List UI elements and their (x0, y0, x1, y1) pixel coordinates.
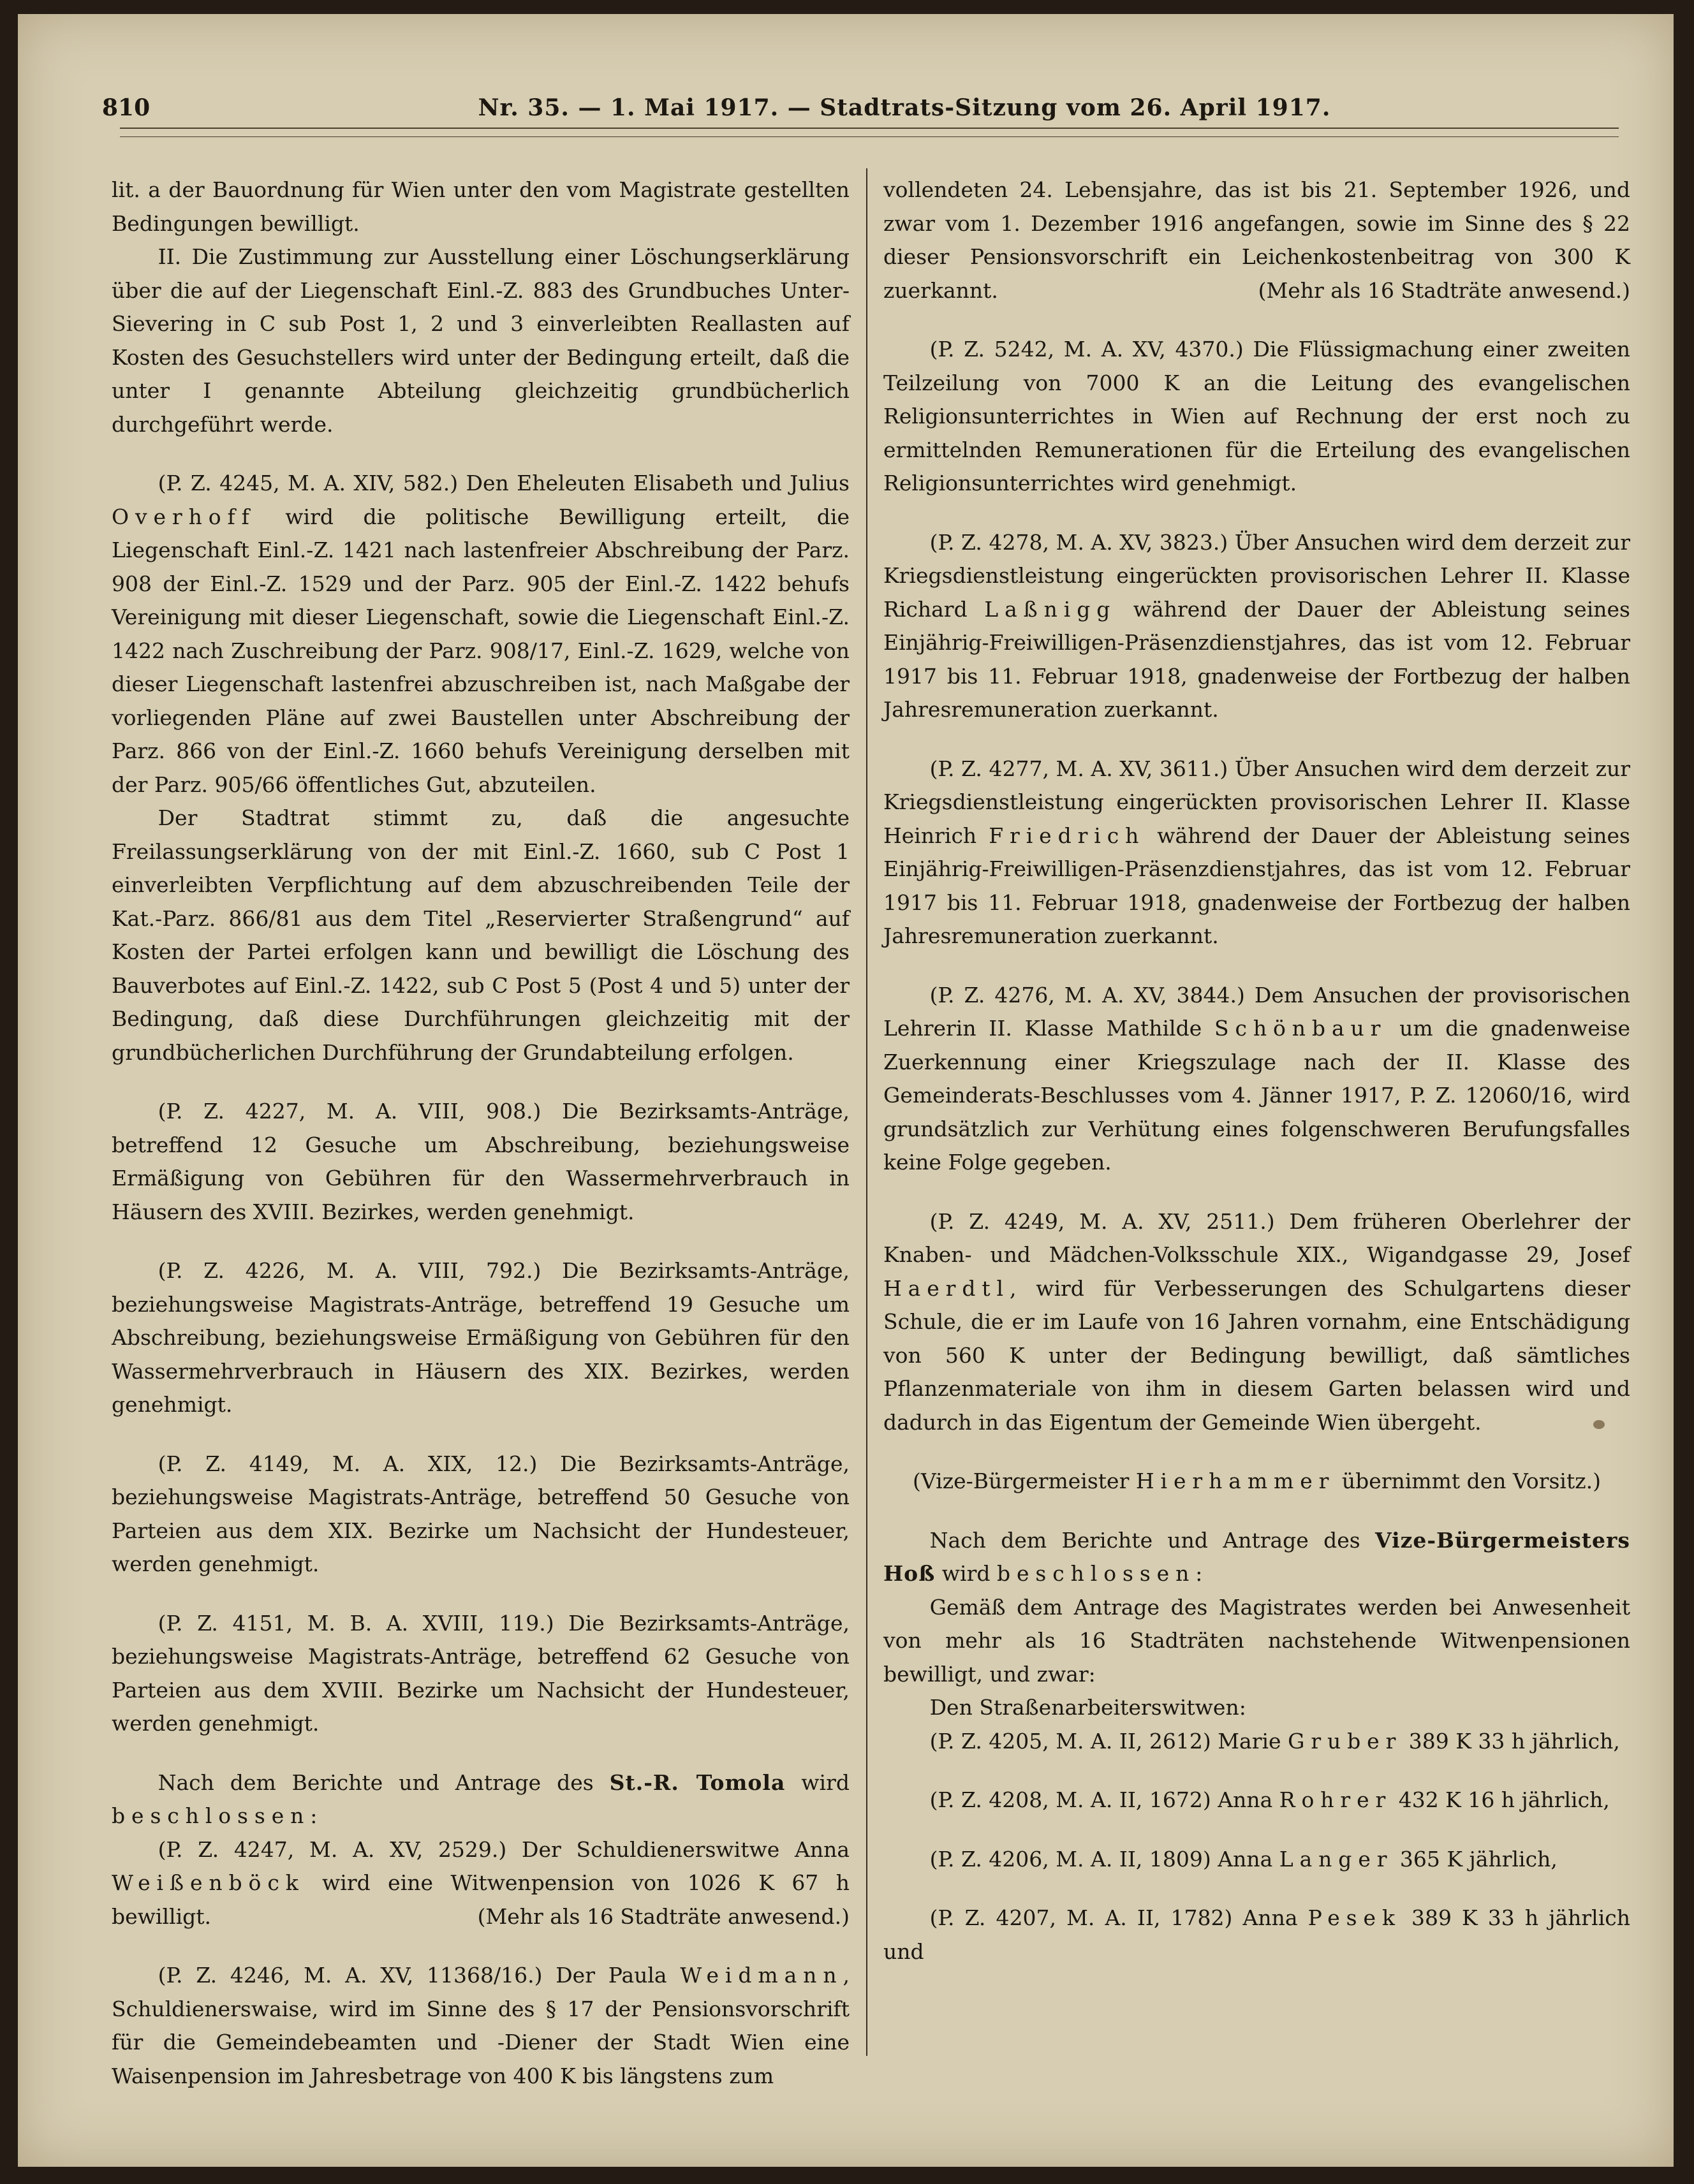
paragraph: (P. Z. 4278, M. A. XV, 3823.) Über Ansuchen wird dem derzeit zur Kriegsdienstleistung eingerückten provisorischen Lehrer II. Klasse Richard Laßnigg während der Dauer der Ableistung seines Einjährig-Freiwilligen-Präsenzdienstjahres, das ist vom 12. Februar 1917 bis 11. Februar 1918, gnadenweise der Fortbezug der halben Jahresremuneration zuerkannt. (883, 529, 1630, 722)
pension-entry: (P. Z. 4205, M. A. II, 2612) Marie Gruber 389 K 33 h jährlich, (929, 1728, 1620, 1754)
paragraph: (P. Z. 4227, M. A. VIII, 908.) Die Bezirksamts-Anträge, betreffend 12 Gesuche um Abschreibung, beziehungsweise Ermäßigung von Gebühren für den Wassermehrverbrauch in Häusern des XVIII. Bezirkes, werden genehmigt. (112, 1099, 850, 1224)
person-name: Laßnigg (984, 596, 1117, 622)
paragraph: Nach dem Berichte und Antrage des St.-R. Tomola wird beschlossen: (112, 1770, 850, 1828)
pension-entry: (P. Z. 4208, M. A. II, 1672) Anna Rohrer 432 K 16 h jährlich, (929, 1787, 1610, 1812)
right-column (883, 173, 1630, 1968)
column-divider (866, 168, 867, 2056)
chair-note: (Vize-Bürgermeister Hierhammer übernimmt den Vorsitz.) (913, 1469, 1601, 1493)
person-name: Pesek (1307, 1905, 1401, 1930)
person-name: Hierhammer (1135, 1469, 1336, 1493)
person-name: Rohrer (1279, 1787, 1392, 1812)
person-name: Overhoff (112, 504, 256, 529)
attendance-note: (Mehr als 16 Stadträte anwesend.) (477, 1903, 850, 1929)
paragraph: (P. Z. 4149, M. A. XIX, 12.) Die Bezirksamts-Anträge, beziehungsweise Magistrats-Anträge, betreffend 50 Gesuche von Parteien aus dem XIX. Bezirke um Nachsicht der Hundesteuer, werden genehmigt. (112, 1451, 850, 1576)
ink-stain (1593, 1420, 1605, 1429)
paragraph: (P. Z. 5242, M. A. XV, 4370.) Die Flüssigmachung einer zweiten Teilzeilung von 7000 K an die Leitung des evangelischen Religionsunterrichtes in Wien auf Rechnung der erst noch zu ermittelnden Remunerationen für die Erteilung des evangelischen Religionsunterrichtes wird genehmigt. (883, 337, 1630, 495)
attendance-note: (Mehr als 16 Stadträte anwesend.) (1258, 277, 1630, 303)
person-name: Schönbaur (1214, 1016, 1387, 1041)
header-rule (120, 128, 1619, 137)
paragraph: Nach dem Berichte und Antrage des Vize-Bürgermeisters Hoß wird beschlossen: (883, 1527, 1630, 1586)
pension-entry: (P. Z. 4206, M. A. II, 1809) Anna Langer 365 K jährlich, (929, 1846, 1558, 1872)
paragraph: (P. Z. 4247, M. A. XV, 2529.) Der Schuldienerswitwe Anna Weißenböck wird eine Witwenpension von 1026 K 67 h bewilligt. (Mehr als 16 Stadträte anwesend.) (112, 1833, 850, 1934)
paragraph: (P. Z. 4151, M. B. A. XVIII, 119.) Die Bezirksamts-Anträge, beziehungsweise Magistrats-Anträge, betreffend 62 Gesuche von Parteien aus dem XVIII. Bezirke um Nachsicht der Hundesteuer, werden genehmigt. (112, 1610, 850, 1736)
left-column (112, 173, 850, 2093)
person-name: Haerdtl (883, 1275, 1010, 1301)
paragraph: (P. Z. 4276, M. A. XV, 3844.) Dem Ansuchen der provisorischen Lehrerin II. Klasse Mathilde Schönbaur um die gnadenweise Zuerkennung einer Kriegszulage nach der II. Klasse des Gemeinderats-Beschlusses vom 4. Jänner 1917, P. Z. 12060/16, wird grundsätzlich zur Verhütung eines folgenschweren Berufungsfalles keine Folge gegeben. (883, 982, 1630, 1175)
paragraph: (P. Z. 4246, M. A. XV, 11368/16.) Der Paula Weidmann, Schuldienerswaise, wird im Sinne des § 17 der Pensionsvorschrift für die Gemeindebeamten und -Diener der Stadt Wien eine Waisenpension im Jahresbetrage von 400 K bis längstens zum (112, 1963, 850, 2088)
paragraph: Der Stadtrat stimmt zu, daß die angesuchte Freilassungserklärung von der mit Einl.-Z. 1660, sub C Post 1 einverleibten Verpflichtung auf dem abzuschreibenden Teile der Kat.-Parz. 866/81 aus dem Titel „Reservierter Straßengrund“ auf Kosten der Partei erfolgen kann und bewilligt die Löschung des Bauverbotes auf Einl.-Z. 1422, sub C Post 5 (Post 4 und 5) unter der Bedingung, daß diese Durchführungen gleichzeitig mit der grundbücherlichen Durchführung der Grundabteilung erfolgen. (112, 805, 850, 1065)
paragraph: (P. Z. 4245, M. A. XIV, 582.) Den Eheleuten Elisabeth und Julius Overhoff wird die politische Bewilligung erteilt, die Liegenschaft Einl.-Z. 1421 nach lastenfreier Abschreibung der Parz. 908 der Einl.-Z. 1529 und der Parz. 905 der Einl.-Z. 1422 behufs Vereinigung mit dieser Liegenschaft, sowie die Liegenschaft Einl.-Z. 1422 nach Zuschreibung der Parz. 908/17, Einl.-Z. 1629, welche von dieser Liegenschaft lastenfrei abzuschreiben ist, nach Maßgabe der vorliegenden Pläne auf zwei Baustellen unter Abschreibung der Parz. 866 von der Einl.-Z. 1660 behufs Vereinigung derselben mit der Parz. 905/66 öffentliches Gut, abzuteilen. (112, 471, 850, 797)
person-name: Weißenböck (112, 1870, 305, 1895)
list-heading: Den Straßenarbeiterswitwen: (929, 1695, 1246, 1720)
councillor-name: St.-R. Tomola (609, 1770, 786, 1795)
paragraph: (P. Z. 4249, M. A. XV, 2511.) Dem früheren Oberlehrer der Knaben- und Mädchen-Volksschule XIX., Wigandgasse 29, Josef Haerdtl, wird für Verbesserungen des Schulgartens dieser Schule, die er im Laufe von 16 Jahren vornahm, eine Entschädigung von 560 K unter der Bedingung bewilligt, daß sämtliches Pflanzenmateriale von ihm in diesem Garten belassen wird und dadurch in das Eigentum der Gemeinde Wien übergeht. (883, 1208, 1630, 1435)
page-number: 810 (102, 94, 151, 121)
person-name: Friedrich (989, 823, 1145, 848)
running-title: Nr. 35. — 1. Mai 1917. — Stadtrats-Sitzung vom 26. April 1917. (478, 94, 1331, 121)
person-name: Gruber (1288, 1728, 1403, 1754)
paragraph: (P. Z. 4277, M. A. XV, 3611.) Über Ansuchen wird dem derzeit zur Kriegsdienstleistung eingerückten provisorischen Lehrer II. Klasse Heinrich Friedrich während der Dauer der Ableistung seines Einjährig-Freiwilligen-Präsenzdienstjahres, das ist vom 12. Februar 1917 bis 11. Februar 1918, gnadenweise der Fortbezug der halben Jahresremuneration zuerkannt. (883, 756, 1630, 948)
pension-entry: (P. Z. 4207, M. A. II, 1782) Anna Pesek 389 K 33 h jährlich und (883, 1905, 1631, 1964)
paragraph: (P. Z. 4226, M. A. VIII, 792.) Die Bezirksamts-Anträge, beziehungsweise Magistrats-Anträge, betreffend 19 Gesuche um Abschreibung, beziehungsweise Ermäßigung von Gebühren für den Wassermehrverbrauch in Häusern des XIX. Bezirkes, werden genehmigt. (112, 1258, 850, 1417)
paragraph: Gemäß dem Antrage des Magistrates werden bei Anwesenheit von mehr als 16 Stadträten nachstehende Witwenpensionen bewilligt, und zwar: (883, 1594, 1630, 1687)
document-page (18, 14, 1674, 2167)
paragraph: II. Die Zustimmung zur Ausstellung einer Löschungserklärung über die auf der Liegenschaft Einl.-Z. 883 des Grundbuches Unter-Sievering in C sub Post 1, 2 und 3 einverleibten Reallasten auf Kosten des Gesuchstellers wird unter der Bedingung erteilt, daß die unter I genannte Abteilung gleichzeitig grundbücherlich durchgeführt werde. (112, 244, 850, 437)
councillor-name: Vize-Bürgermeisters Hoß (883, 1527, 1630, 1586)
paragraph: lit. a der Bauordnung für Wien unter den vom Magistrate gestellten Bedingungen bewilligt. (112, 177, 850, 236)
person-name: Langer (1279, 1846, 1394, 1872)
paragraph: vollendeten 24. Lebensjahre, das ist bis 21. September 1926, und zwar vom 1. Dezember 1916 angefangen, sowie im Sinne des § 22 dieser Pensionsvorschrift ein Leichenkostenbeitrag von 300 K zuerkannt. (Mehr als 16 Stadträte anwesend.) (883, 173, 1630, 307)
person-name: Weidmann (680, 1963, 843, 1988)
